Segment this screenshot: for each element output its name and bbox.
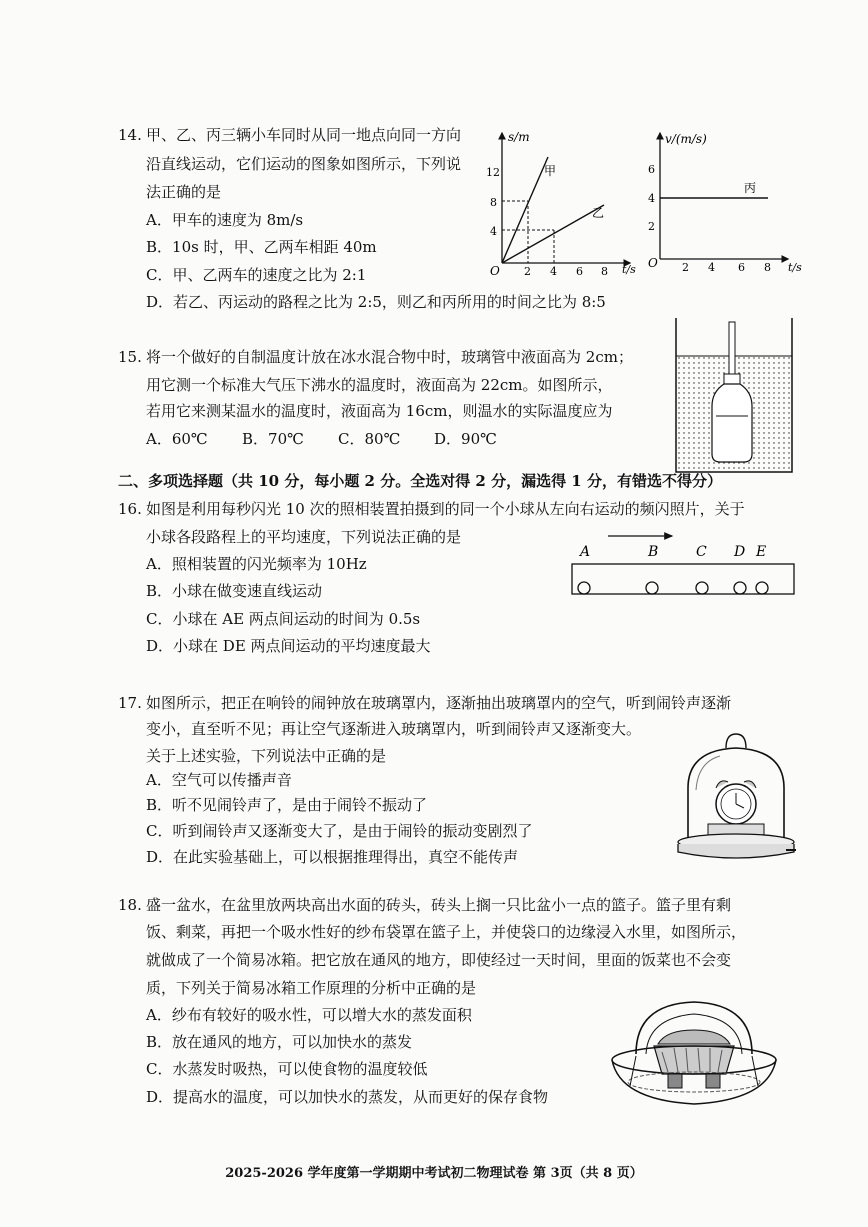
q18-option-a: A．纱布有较好的吸水性，可以增大水的蒸发面积 bbox=[146, 1006, 472, 1024]
q15-stem-line-1: 将一个做好的自制温度计放在冰水混合物中时，玻璃管中液面高为 2cm； bbox=[146, 348, 633, 366]
ball-c bbox=[696, 582, 708, 594]
q16-option-d: D．小球在 DE 两点间运动的平均速度最大 bbox=[146, 637, 431, 655]
bottle bbox=[712, 384, 752, 462]
section-2-heading: 二、多项选择题（共 10 分，每小题 2 分。全选对得 2 分，漏选得 1 分，有错选不得分） bbox=[118, 472, 722, 490]
q17-option-b: B．听不见闹铃声了，是由于闹铃不振动了 bbox=[146, 796, 428, 814]
v-axis-label: v/(m/s) bbox=[665, 132, 707, 146]
q14-option-b: B．10s 时，甲、乙两车相距 40m bbox=[146, 238, 377, 256]
q16-number: 16. bbox=[118, 500, 142, 518]
s-t-graph bbox=[480, 125, 640, 275]
brick-right bbox=[706, 1074, 720, 1088]
label-bing: 丙 bbox=[744, 181, 757, 195]
q18-option-c: C．水蒸发时吸热，可以使食物的温度较低 bbox=[146, 1060, 428, 1078]
q18-stem-line-1: 盛一盆水，在盆里放两块高出水面的砖头，砖头上搁一只比盆小一点的篮子。篮子里有剩 bbox=[146, 896, 732, 914]
q14-option-c: C．甲、乙两车的速度之比为 2:1 bbox=[146, 266, 367, 284]
q15-option-c: C．80℃ bbox=[338, 430, 401, 448]
q17-stem-line-3: 关于上述实验，下列说法中正确的是 bbox=[146, 747, 387, 765]
label-yi: 乙 bbox=[592, 206, 605, 220]
v-ytick-6: 6 bbox=[648, 163, 655, 176]
q16-stem-line-2: 小球各段路程上的平均速度，下列说法正确的是 bbox=[146, 528, 462, 546]
xtick-6: 6 bbox=[576, 265, 583, 275]
q17-stem-line-2: 变小，直至听不见；再让空气逐渐进入玻璃罩内，听到闹铃声又逐渐变大。 bbox=[146, 720, 642, 738]
origin-label: O bbox=[490, 264, 500, 275]
xtick-4: 4 bbox=[550, 265, 557, 275]
ytick-12: 12 bbox=[486, 166, 500, 179]
v-xtick-2: 2 bbox=[682, 261, 689, 274]
thermometer-figure bbox=[672, 316, 796, 476]
q15-options bbox=[146, 428, 497, 449]
q14-stem-line-1: 甲、乙、丙三辆小车同时从同一地点向同一方向 bbox=[146, 126, 462, 144]
q18-number: 18. bbox=[118, 896, 142, 914]
q17-option-c: C．听到闹铃声又逐渐变大了，是由于闹铃的振动变剧烈了 bbox=[146, 822, 533, 840]
q15-option-a: A．60℃ bbox=[146, 430, 208, 448]
page-footer: 2025-2026 学年度第一学期期中考试初二物理试卷 第 3页（共 8 页） bbox=[225, 1166, 643, 1181]
q14-stem-line-2: 沿直线运动，它们运动的图象如图所示，下列说 bbox=[146, 155, 462, 173]
ytick-8: 8 bbox=[490, 196, 497, 209]
xtick-2: 2 bbox=[524, 265, 531, 275]
v-xtick-8: 8 bbox=[764, 261, 771, 274]
v-ytick-2: 2 bbox=[648, 220, 655, 233]
food bbox=[658, 1030, 730, 1044]
point-d-label: D bbox=[734, 544, 746, 560]
t2-axis-label: t/s bbox=[788, 261, 802, 274]
v-t-graph bbox=[640, 125, 810, 275]
q16-option-b: B．小球在做变速直线运动 bbox=[146, 582, 323, 600]
point-b-label: B bbox=[648, 544, 659, 560]
q16-stem-line-1: 如图是利用每秒闪光 10 次的照相装置拍摄到的同一个小球从左向右运动的频闪照片，关于 bbox=[146, 500, 745, 518]
s-axis-label: s/m bbox=[508, 130, 530, 144]
ball-a bbox=[578, 582, 590, 594]
xtick-8: 8 bbox=[601, 265, 608, 275]
ytick-4: 4 bbox=[490, 225, 497, 238]
jar-highlight bbox=[696, 756, 720, 790]
q18-option-b: B．放在通风的地方，可以加快水的蒸发 bbox=[146, 1033, 413, 1051]
q17-stem-line-1: 如图所示，把正在响铃的闹钟放在玻璃罩内，逐渐抽出玻璃罩内的空气，听到闹铃声逐渐 bbox=[146, 694, 732, 712]
ball-e bbox=[756, 582, 768, 594]
q18-stem-line-3: 就做成了一个简易冰箱。把它放在通风的地方，即使经过一天时间，里面的饭菜也不会变 bbox=[146, 951, 732, 969]
q18-stem-line-2: 饭、剩菜，再把一个吸水性好的纱布袋罩在篮子上，并使袋口的边缘浸入水里，如图所示， bbox=[146, 923, 747, 941]
line-jia bbox=[502, 157, 548, 263]
v-xtick-4: 4 bbox=[708, 261, 715, 274]
v-ytick-4: 4 bbox=[648, 192, 655, 205]
q14-option-d: D．若乙、丙运动的路程之比为 2:5，则乙和丙所用的时间之比为 8:5 bbox=[146, 293, 606, 311]
q15-number: 15. bbox=[118, 348, 142, 366]
bell-jar-figure bbox=[674, 730, 798, 870]
q17-option-d: D．在此实验基础上，可以根据推理得出，真空不能传声 bbox=[146, 848, 519, 866]
simple-fridge-figure bbox=[606, 994, 782, 1112]
ball-d bbox=[734, 582, 746, 594]
point-c-label: C bbox=[696, 544, 707, 560]
track bbox=[572, 564, 794, 594]
q15-option-b: B．70℃ bbox=[242, 430, 304, 448]
q17-number: 17. bbox=[118, 694, 142, 712]
q14-number: 14. bbox=[118, 126, 142, 144]
point-a-label: A bbox=[580, 544, 591, 560]
line-yi bbox=[502, 205, 604, 263]
base bbox=[678, 844, 794, 858]
q15-option-d: D．90℃ bbox=[434, 430, 497, 448]
t-axis-label: t/s bbox=[622, 263, 636, 275]
bottle-cap bbox=[724, 374, 740, 384]
q15-stem-line-2: 用它测一个标准大气压下沸水的温度时，液面高为 22cm。如图所示， bbox=[146, 376, 613, 394]
brick-left bbox=[668, 1074, 682, 1088]
origin2-label: O bbox=[648, 256, 658, 270]
q18-option-d: D．提高水的温度，可以加快水的蒸发，从而更好的保存食物 bbox=[146, 1088, 549, 1106]
q16-option-c: C．小球在 AE 两点间运动的时间为 0.5s bbox=[146, 610, 421, 628]
q14-option-a: A．甲车的速度为 8m/s bbox=[146, 211, 304, 229]
q15-stem-line-3: 若用它来测某温水的温度时，液面高为 16cm，则温水的实际温度应为 bbox=[146, 402, 613, 420]
jar-knob bbox=[726, 734, 746, 748]
q18-stem-line-4: 质，下列关于简易冰箱工作原理的分析中正确的是 bbox=[146, 979, 477, 997]
q14-stem-line-3: 法正确的是 bbox=[146, 183, 222, 201]
ball-b bbox=[646, 582, 658, 594]
q16-option-a: A．照相装置的闪光频率为 10Hz bbox=[146, 555, 367, 573]
strobe-photo-figure bbox=[568, 528, 798, 602]
q17-option-a: A．空气可以传播声音 bbox=[146, 771, 292, 789]
point-e-label: E bbox=[756, 544, 767, 560]
v-xtick-6: 6 bbox=[738, 261, 745, 274]
label-jia: 甲 bbox=[544, 164, 557, 178]
water-line bbox=[628, 1072, 760, 1092]
